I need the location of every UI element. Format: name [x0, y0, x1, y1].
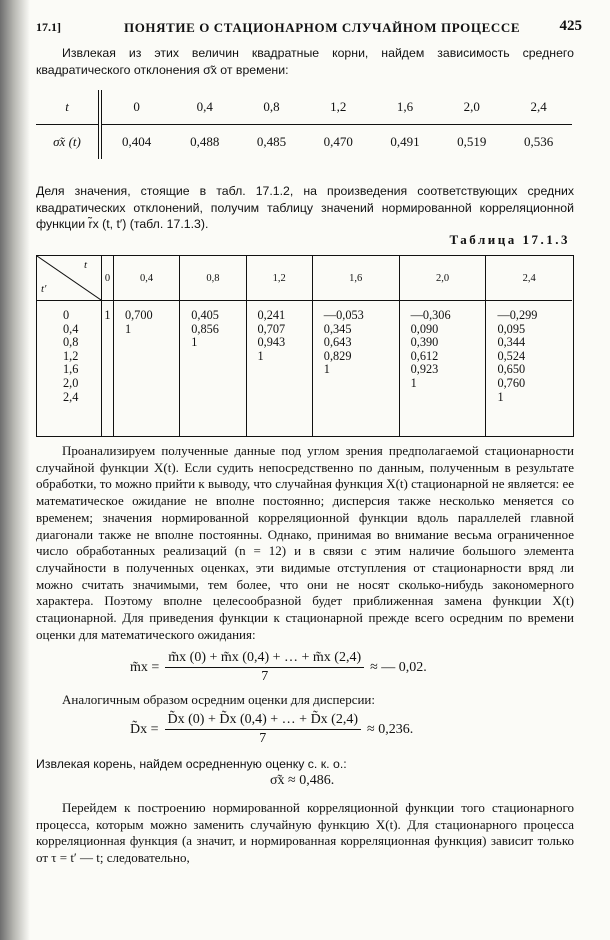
paragraph-variance: Аналогичным образом осредним оценки для дисперсии:: [62, 692, 375, 707]
formula-denominator: 7: [261, 669, 269, 684]
table-value: 0,344: [497, 335, 526, 350]
corner-diagonal: [37, 256, 101, 300]
table-value: 0,524: [497, 348, 526, 363]
table-cell: 1,2: [305, 90, 372, 125]
table-value: 1: [410, 375, 417, 390]
table-value: 0,829: [323, 348, 352, 363]
column-header: 1,6: [312, 256, 399, 301]
table-cell: 0,8: [238, 90, 305, 125]
sigma-table-t-label: t: [36, 90, 100, 125]
row-labels-cell: [37, 301, 102, 438]
sigma-table-header-row: [36, 90, 572, 125]
table-value: 0,923: [410, 362, 439, 377]
column-values: [486, 301, 572, 438]
table-cell: 1,6: [372, 90, 439, 125]
corner-t-label: t: [83, 259, 87, 271]
table-cell: 0,491: [390, 134, 420, 149]
formula-rhs: ≈ — 0,02.: [370, 659, 427, 675]
table-cell: 0,485: [256, 134, 287, 149]
table-caption: Таблица 17.1.3: [449, 232, 570, 247]
table-cell: 0: [100, 90, 171, 125]
formula-fraction: [165, 650, 364, 685]
table-value: 0,095: [497, 321, 526, 336]
formula-mean: [130, 650, 427, 685]
sigma-table-value-row: [36, 125, 572, 160]
column-values: [102, 301, 114, 438]
column-values: [180, 301, 246, 438]
formula-fraction: [165, 712, 362, 747]
running-header: [36, 18, 582, 38]
paragraph-root: Извлекая корень, найдем осредненную оценку с. к. о.:: [36, 757, 347, 771]
row-label: 1,6: [63, 362, 79, 377]
table-value: 0,390: [410, 335, 439, 350]
table-cell: 0,488: [190, 134, 220, 149]
correlation-table: [37, 256, 572, 437]
table-value: —0,299: [497, 308, 538, 322]
correlation-table-frame: [36, 255, 574, 437]
formula-lhs: m̃x =: [130, 659, 160, 675]
paragraph-normalize: Деля значения, стоящие в табл. 17.1.2, на произведения соответствующих средних квадратических отклонений, получим таблицу значений нормированной корреляционной функции r̃x (t, t′) (табл. 17.1.3).: [36, 184, 574, 232]
column-values: [246, 301, 312, 438]
table-value: 0,943: [257, 335, 286, 350]
table-value: 0,700: [124, 308, 153, 322]
table-value: 0,405: [191, 308, 219, 322]
table-cell: 0,519: [457, 134, 487, 149]
correlation-table-body-row: [37, 301, 572, 438]
formula-numerator: m̃x (0) + m̃x (0,4) + … + m̃x (2,4): [165, 650, 364, 668]
table-value: 1: [497, 389, 504, 404]
paragraph-stationary: Перейдем к построению нормированной корреляционной функции того стационарного процесса, которым можно заменить случайную функцию X(t). Для стационарного процесса корреляционная функция (а значит, и нормированная корреляционная функция) зависит только от τ = t′ — t; следовательно,: [36, 800, 574, 866]
table-value: 1: [323, 362, 330, 377]
table-value: 0,707: [257, 321, 286, 336]
section-number: 17.1]: [36, 20, 61, 34]
row-label: 0: [63, 308, 70, 322]
column-header: 0,8: [180, 256, 246, 301]
table-value: 0,650: [497, 362, 526, 377]
chapter-title: ПОНЯТИЕ О СТАЦИОНАРНОМ СЛУЧАЙНОМ ПРОЦЕССЕ: [124, 20, 521, 35]
row-label: 0,4: [63, 321, 79, 336]
page-spine-shadow: [0, 0, 30, 940]
row-label: 1,2: [63, 348, 79, 363]
column-header: 0: [102, 256, 114, 301]
table-value: —0,306: [410, 308, 451, 322]
paragraph-analysis: Проанализируем полученные данные под углом зрения предполагаемой стационарности случайной функции X(t). Если судить непосредственно по данным, полученным в результате обработки, то можно прийти к выводу, что случайная функция X(t) стационарной не является: ее математическое ожидание не вполне постоянно; дисперсия также несколько меняется со временем; значения нормированной корреляционной функции вдоль параллелей главной диагонали также не вполне постоянны. Однако, принимая во внимание весьма ограниченное число обработанных реализаций (n = 12) и в связи с этим наличие большого элемента случайности в полученных оценках, эти видимые отступления от стационарности вряд ли можно считать значимыми, тем более, что они не носят сколько-нибудь закономерного характера. Поэтому вполне целесообразной будет приближенная замена функции X(t) стационарной. Для приведения функции к стационарной прежде всего осредним по времени оценки для математического ожидания:: [36, 443, 574, 642]
column-header: 0,4: [113, 256, 179, 301]
table-value: 1: [257, 348, 264, 363]
correlation-table-header-row: [37, 256, 572, 301]
sigma-table: [36, 90, 572, 159]
table-value: 0,612: [410, 348, 439, 363]
table-cell: 0,536: [523, 134, 554, 149]
table-value: 0,643: [323, 335, 352, 350]
table-value: 1: [124, 321, 132, 336]
formula-rhs: ≈ 0,236.: [367, 721, 414, 737]
formula-variance: [130, 712, 413, 747]
formula-sigma: σ̃x ≈ 0,486.: [270, 773, 335, 788]
table-value: 0,345: [323, 321, 352, 336]
formula-denominator: 7: [259, 731, 267, 746]
table-cell: 0,4: [171, 90, 238, 125]
column-values: [399, 301, 486, 438]
corner-tprime-label: t′: [41, 283, 47, 295]
column-values: [312, 301, 399, 438]
column-header: 2,0: [399, 256, 486, 301]
table-cell: 2,0: [438, 90, 505, 125]
column-values: [113, 301, 179, 438]
table-value: —0,053: [323, 308, 364, 322]
paragraph-sqrt-intro: Извлекая из этих величин квадратные корни, найдем зависимость среднего квадратического отклонения σ̃x от времени:: [36, 46, 574, 77]
table-value: 1: [104, 308, 111, 322]
table-value: 0,856: [191, 321, 219, 336]
table-cell: 2,4: [505, 90, 572, 125]
table-cell: 0,470: [323, 134, 353, 149]
column-header: 2,4: [486, 256, 572, 301]
row-label: 0,8: [63, 335, 79, 350]
table-value: 0,241: [257, 308, 286, 322]
sigma-table-row-label: σ̃x (t): [36, 125, 100, 160]
formula-lhs: D̃x =: [130, 721, 159, 737]
table-value: 1: [191, 335, 198, 350]
column-header: 1,2: [246, 256, 312, 301]
table-value: 0,760: [497, 375, 526, 390]
table-value: 0,090: [410, 321, 439, 336]
table-cell: 0,404: [122, 134, 152, 149]
formula-numerator: D̃x (0) + D̃x (0,4) + … + D̃x (2,4): [165, 712, 362, 730]
row-label: 2,0: [63, 375, 79, 390]
row-label: 2,4: [63, 389, 79, 404]
page-number: 425: [559, 18, 582, 34]
corner-cell: [37, 256, 102, 301]
